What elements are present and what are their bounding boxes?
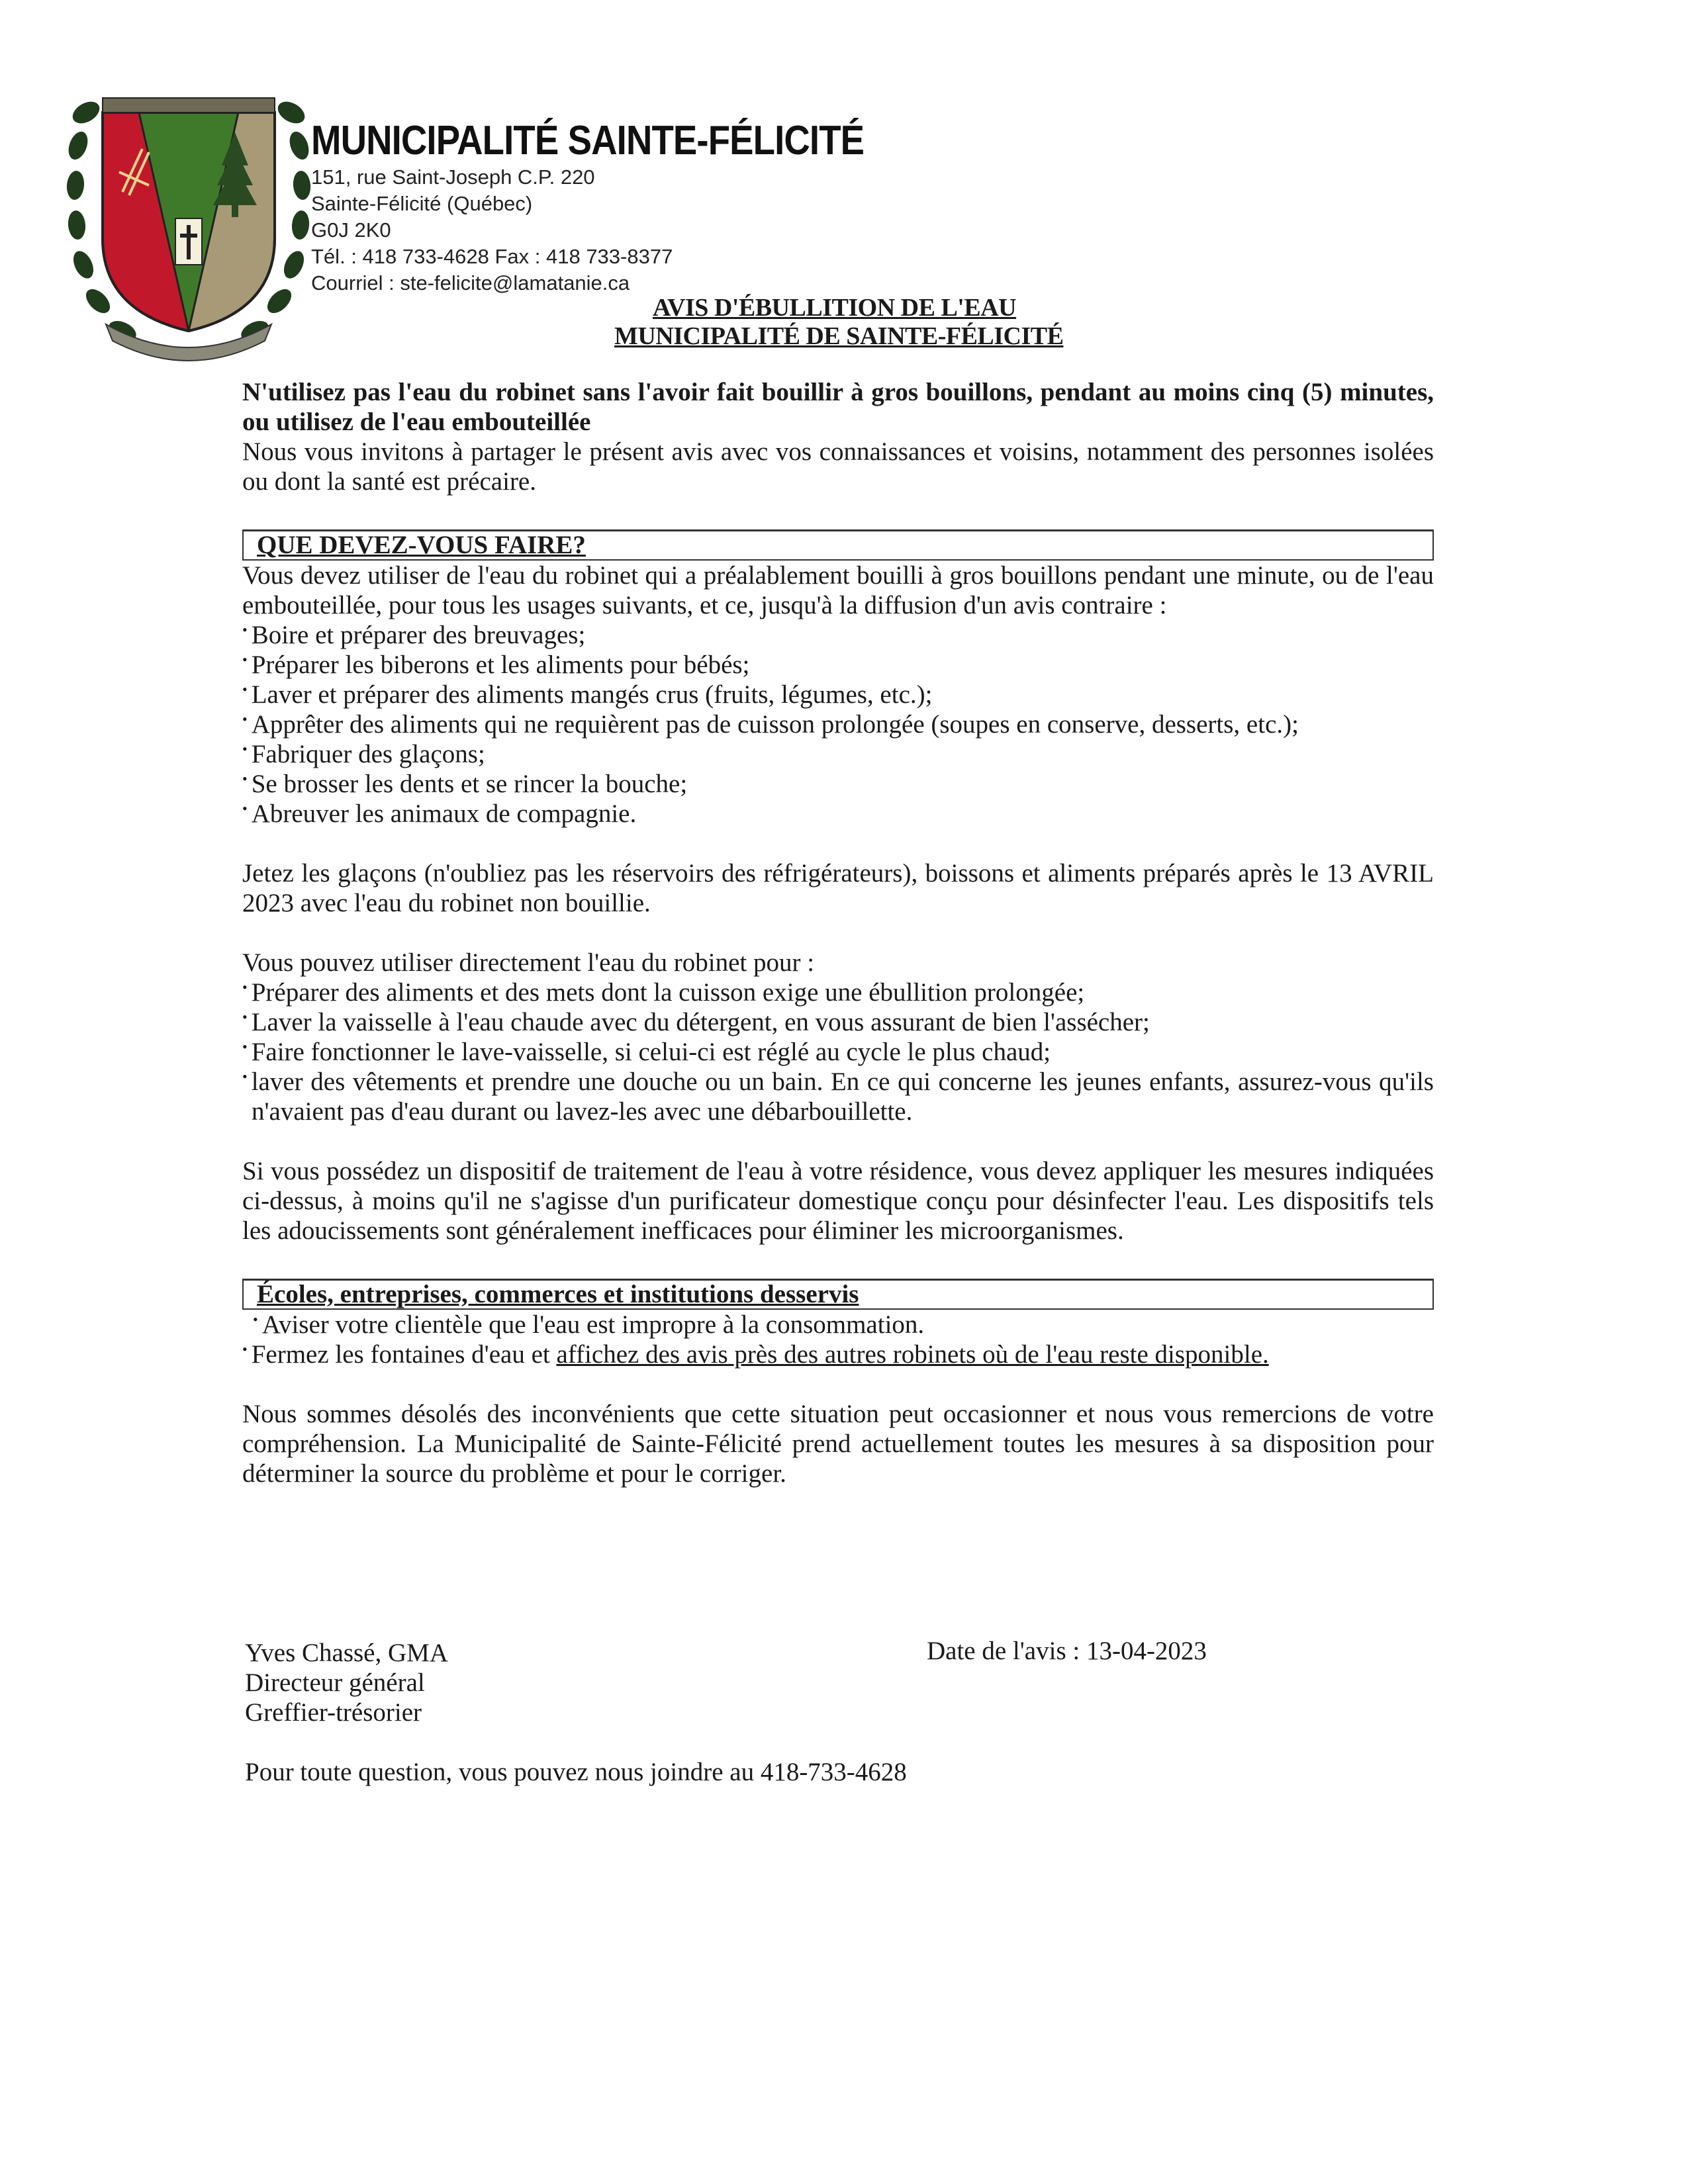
list-item: • Fermez les fontaines d'eau et affichez des avis près des autres robinets où de l'eau reste disponible. [242, 1340, 1269, 1369]
notice-subtitle: MUNICIPALITÉ DE SAINTE-FÉLICITÉ [614, 322, 1064, 350]
signatory-name: Yves Chassé, GMA [245, 1639, 448, 1667]
list-item: • Se brosser les dents et se rincer la bouche; [242, 770, 688, 798]
list-item: • Faire fonctionner le lave-vaisselle, si celui-ci est réglé au cycle le plus chaud; [242, 1038, 1051, 1066]
intro-text: Nous vous invitons à partager le présent avis avec vos connaissances et voisins, notamment des personnes isolées ou dont la santé est précaire. [242, 437, 1434, 496]
list-item: • Préparer les biberons et les aliments pour bébés; [242, 651, 750, 679]
direct-use-intro: Vous pouvez utiliser directement l'eau du robinet pour : [242, 948, 815, 977]
list-item: • Préparer des aliments et des mets dont la cuisson exige une ébullition prolongée; [242, 978, 1085, 1007]
treatment-text: Si vous possédez un dispositif de traitement de l'eau à votre résidence, vous devez appliquer les mesures indiquées ci-dessus, à moins qu'il ne s'agisse d'un purificateur domestique conçu pour désinfecter l'eau. Les dispositifs tels les adoucissements sont généralement inefficaces pour éliminer les microorganismes. [242, 1157, 1434, 1245]
signatory-title: Directeur général [245, 1668, 425, 1697]
contact-footer: Pour toute question, vous pouvez nous joindre au 418-733-4628 [245, 1758, 907, 1786]
list-item: • Aviser votre clientèle que l'eau est impropre à la consommation. [253, 1310, 925, 1339]
postal-code: G0J 2K0 [311, 218, 391, 242]
letterhead [311, 118, 939, 296]
section1-text: Vous devez utiliser de l'eau du robinet qui a préalablement bouilli à gros bouillons pendant une minute, ou de l'eau embouteillée, pour tous les usages suivants, et ce, jusqu'à la diffusion d'un avis contraire : [242, 561, 1434, 619]
discard-text: Jetez les glaçons (n'oubliez pas les réservoirs des réfrigérateurs), boissons et aliments préparés après le 13 AVRIL 2023 avec l'eau du robinet non bouillie. [242, 859, 1434, 917]
list-item: • Abreuver les animaux de compagnie. [242, 799, 637, 828]
signatory-title-2: Greffier-trésorier [245, 1698, 422, 1727]
signature-block [245, 1638, 448, 1727]
list-item: • Laver et préparer des aliments mangés crus (fruits, légumes, etc.); [242, 680, 933, 709]
list-item: • Laver la vaisselle à l'eau chaude avec du détergent, en vous assurant de bien l'assécher; [242, 1008, 1150, 1036]
list-item: • Boire et préparer des breuvages; [242, 621, 586, 649]
municipal-crest-logo [66, 86, 311, 364]
address-line-1: 151, rue Saint-Joseph C.P. 220 [311, 165, 595, 189]
section-heading-institutions: Écoles, entreprises, commerces et institutions desservis [242, 1279, 1434, 1310]
notice-date: Date de l'avis : 13-04-2023 [927, 1637, 1207, 1665]
municipality-name: MUNICIPALITÉ SAINTE-FÉLICITÉ [311, 118, 865, 163]
list-item: • laver des vêtements et prendre une douche ou un bain. En ce qui concerne les jeunes enfants, assurez-vous qu'ils n'avaient pas d'eau durant ou lavez-les avec une débarbouillette. [242, 1068, 1434, 1126]
list-item: • Apprêter des aliments qui ne requièrent pas de cuisson prolongée (soupes en conserve, desserts, etc.); [242, 710, 1299, 739]
notice-body [242, 377, 1434, 1488]
notice-title: AVIS D'ÉBULLITION DE L'EAU [653, 294, 1017, 322]
closing-text: Nous sommes désolés des inconvénients que cette situation peut occasionner et nous vous remercions de votre compréhension. La Municipalité de Sainte-Félicité prend actuellement toutes les mesures à sa disposition pour déterminer la source du problème et pour le corriger. [242, 1400, 1434, 1488]
email: Courriel : ste-felicite@lamatanie.ca [311, 271, 630, 295]
address-line-2: Sainte-Félicité (Québec) [311, 192, 533, 215]
intro-warning: N'utilisez pas l'eau du robinet sans l'avoir fait bouillir à gros bouillons, pendant au moins cinq (5) minutes, ou utilisez de l'eau embouteillée [242, 378, 1434, 436]
phone-fax: Tél. : 418 733-4628 Fax : 418 733-8377 [311, 245, 673, 268]
list-item: • Fabriquer des glaçons; [242, 740, 485, 768]
section-heading-what-to-do: QUE DEVEZ-VOUS FAIRE? [242, 529, 1434, 561]
